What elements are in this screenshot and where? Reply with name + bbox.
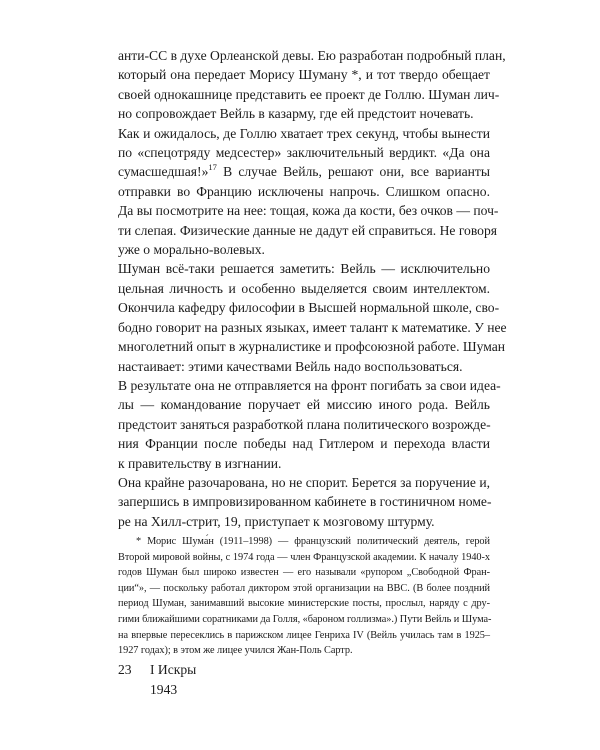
text-line: ти слепая. Физические данные не дадут ей справиться. Не говоря	[118, 222, 498, 238]
text-fragment: В случае Вейль, решают они, все варианты	[216, 164, 490, 180]
footnote-line: годов Шуман был широко известен — его называли «рупором „Свободной Фран-	[118, 567, 490, 579]
paragraph-5	[118, 473, 490, 531]
section-year: 1943	[150, 682, 178, 697]
text-line: предстоит заняться разработкой плана политического возрожде-	[118, 416, 491, 432]
text-line: бодно говорит на разных языках, имеет талант к математике. У нее	[118, 319, 507, 335]
paragraph-3	[118, 259, 507, 375]
running-footer	[150, 660, 196, 700]
paragraph-1	[118, 46, 506, 124]
footnote-line: ции“», — поскольку работал диктором этой организации на BBC. (В более поздний	[118, 582, 490, 594]
text-line: Да вы посмотрите на нее: тощая, кожа да кости, без очков — поч-	[118, 203, 499, 219]
footnote-line: на впервые пересеклись в парижском лицее Генриха IV (Вейль училась там в 1925–	[118, 629, 490, 641]
text-line: многолетний опыт в журналистике и профсоюзной работе. Шуман	[118, 339, 506, 355]
text-line: Как и ожидалось, де Голлю хватает трех секунд, чтобы вынести	[118, 125, 490, 141]
text-line: В результате она не отправляется на фронт погибать за свои идеа-	[118, 377, 501, 393]
main-text	[118, 46, 507, 531]
paragraph-2	[118, 124, 499, 260]
text-line: ре на Хилл-стрит, 19, приступает к мозговому штурму.	[118, 513, 435, 529]
text-line: по «спецотряду медсестер» заключительный вердикт. «Да она	[118, 145, 490, 161]
footnote-line: * Морис Шума́н (1911–1998) — французский политический деятель, герой	[136, 536, 490, 547]
text-line: анти-СС в духе Орлеанской девы. Ею разработан подробный план,	[118, 48, 506, 63]
footnote-line: Второй мировой войны, с 1974 года — член Французской академии. К началу 1940-х	[118, 551, 490, 563]
footnote-line: гими ближайшими соратниками да Голля, «бароном голлизма».) Пути Вейль и Шума-	[118, 613, 492, 625]
text-line: к правительству в изгнании.	[118, 455, 282, 471]
section-title: I Искры	[150, 662, 197, 677]
text-line: но сопровождает Вейль в казарму, где ей предстоит ночевать.	[118, 106, 474, 122]
text-line: запершись в импровизированном кабинете в гостиничном номе-	[118, 494, 492, 510]
text-line: уже о морально-волевых.	[118, 242, 265, 258]
footnote	[118, 534, 490, 659]
paragraph-4	[118, 376, 501, 473]
footnote-line: период Шуман, занимавший высокие министерские посты, прослыл, наряду с дру-	[118, 598, 490, 610]
text-line: который она передает Морису Шуману *, и тот твердо обещает	[118, 67, 490, 83]
text-line-with-footnote	[118, 162, 490, 181]
footnote-line: 1927 годах); в этом же лицее учился Жан-Поль Сартр.	[118, 645, 353, 657]
text-line: Она крайне разочарована, но не спорит. Берется за поручение и,	[118, 474, 490, 490]
text-line: лы — командование поручает ей миссию иного рода. Вейль	[118, 397, 490, 413]
text-line: настаивает: этими качествами Вейль надо воспользоваться.	[118, 358, 463, 374]
page-number: 23	[118, 662, 132, 677]
text-line: Окончила кафедру философии в Высшей нормальной школе, сво-	[118, 300, 500, 316]
text-line: Шуман всё-таки решается заметить: Вейль — исключительно	[118, 261, 490, 277]
text-fragment: сумасшедшая!»	[118, 164, 209, 180]
text-line: отправки во Францию исключены напрочь. Слишком опасно.	[118, 183, 490, 199]
text-line: своей однокашнице представить ее проект де Голлю. Шуман лич-	[118, 86, 500, 102]
footnote-reference: 17	[208, 161, 217, 172]
text-line: цельная личность и особенно выделяется своим интеллектом.	[118, 280, 490, 296]
text-line: ния Франции после победы над Гитлером и перехода власти	[118, 436, 490, 452]
